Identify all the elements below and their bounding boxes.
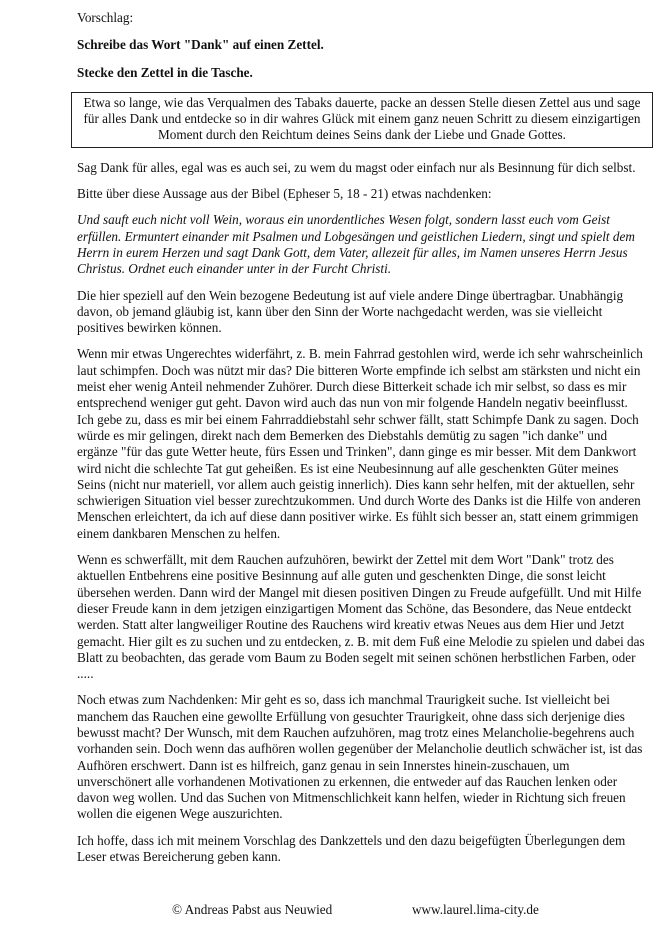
footer-website-link[interactable]: www.laurel.lima-city.de	[412, 902, 539, 917]
footer-author-block	[172, 902, 332, 918]
paragraph-bicycle: Wenn mir etwas Ungerechtes widerfährt, z. B. mein Fahrrad gestohlen wird, werde ich sehr wahrscheinlich laut schimpfen. Doch was nützt mir das? Die bitteren Worte empfinde ich selbst am stärksten und nicht ein meist eher wenig Anteil nehmender Zuhörer. Durch diese Bitterkeit schade ich mir selbst, so dass es mir entsprechend weniger gut geht. Davon wird auch das nun von mir folgende Handeln negativ beeinflusst. Ich gebe zu, dass es mir bei einem Fahrraddiebstahl sehr schwer fällt, statt Schimpfe Dank zu sagen. Doch würde es mir gelingen, direkt nach dem Bemerken des Diebstahls demütig zu sagen "ich danke" und ergänze "für das gute Wetter heute, fürs Essen und Trinken", dann ginge es mir besser. Mit dem Dankwort wird nicht die schlechte Tat gut geheißen. Es ist eine Neubesinnung auf alle geschenkten Güter meines Seins (nicht nur materiell, vor allem auch geistig innerlich). Dies kann sehr helfen, mit der aktuellen, sehr schwierigen Situation viel besser zurechtzukommen. Und durch Worte des Danks ist die Hilfe von anderen Menschen erleichtert, da ich auf diese dann positiver wirke. Es fühlt sich besser an, statt einem grimmigen einem dankbaren Menschen zu helfen.	[77, 346, 643, 541]
paragraph-smoking: Wenn es schwerfällt, mit dem Rauchen aufzuhören, bewirkt der Zettel mit dem Wort "Dank" trotz des aktuellen Entbehrens eine positive Besinnung auf alle guten und geschenkten Dinge, die sonst leicht übersehen werden. Dann wird der Mangel mit diesen positiven Dingen zu Freude aufgefüllt. Und mit Hilfe dieser Freude kann in dem jetzigen einzigartigen Moment das Schöne, das Besondere, das Neue entdeckt werden. Statt alter langweiliger Routine des Rauchens wird kreativ etwas Neues aus dem Hier und Jetzt gemacht. Hier gilt es zu suchen und zu entdecken, z. B. mit dem Fuß eine Melodie zu spielen und dabei das Blatt zu beobachten, das gerade vom Baum zu Boden segelt mit seinen schönen herbstlichen Farben, oder .....	[77, 552, 645, 682]
heading-line-2: Stecke den Zettel in die Tasche.	[77, 64, 253, 80]
paragraph-meaning: Die hier speziell auf den Wein bezogene Bedeutung ist auf viele andere Dinge übertragbar. Unabhängig davon, ob jemand gläubig ist, kann über den Sinn der Worte nachgedacht werden, was sie vielleicht positives bewirken können.	[77, 287, 624, 336]
heading-line-1: Schreibe das Wort "Dank" auf einen Zettel.	[77, 37, 324, 53]
document-body	[77, 10, 645, 875]
paragraph-bible-intro: Bitte über diese Aussage aus der Bibel (Epheser 5, 18 - 21) etwas nachdenken:	[77, 186, 492, 202]
heading-label: Vorschlag:	[77, 10, 134, 25]
footer-author: Andreas Pabst aus Neuwied	[184, 902, 333, 917]
copyright-symbol: ©	[172, 902, 183, 917]
bible-quote: Und sauft euch nicht voll Wein, woraus ein unordentliches Wesen folgt, sondern lasst euch vom Geist erfüllen. Ermuntert einander mit Psalmen und Lobgesängen und geistlichen Liedern, singt und spielt dem Herrn in eurem Herzen und sagt Dank Gott, dem Vater, allezeit für alles, im Namen unseres Herrn Jesus Christus. Ordnet euch einander unter in der Furcht Christi.	[77, 212, 635, 277]
boxed-suggestion: Etwa so lange, wie das Verqualmen des Tabaks dauerte, packe an dessen Stelle diesen Zettel aus und sage für alles Dank und entdecke so in dir wahres Glück mit einem ganz neuen Schritt zu diesem einzigartigen Moment durch den Reichtum deines Seins dank der Liebe und Gnade Gottes.	[71, 92, 653, 148]
paragraph-closing: Ich hoffe, dass ich mit meinem Vorschlag des Dankzettels und den dazu beigefügten Überlegungen dem Leser etwas Bereicherung geben kann.	[77, 832, 626, 865]
paragraph-sadness: Noch etwas zum Nachdenken: Mir geht es so, dass ich manchmal Traurigkeit suche. Ist vielleicht bei manchem das Rauchen eine gewollte Erfüllung von gesuchter Traurigkeit, ohne dass sich derjenige dies bewusst macht? Der Wunsch, mit dem Rauchen aufzuhören, mag trotz eines Melancholie-begehrens auch vorhanden sein. Doch wenn das aufhören wollen gegenüber der Melancholie deutlich schwächer ist, ist das Aufhören erschwert. Dann ist es hilfreich, ganz genau in sein Innerstes hinein-zuschauen, um unverschönert alle vorhandenen Motivationen zu erkennen, die entweder auf das Rauchen lenken oder davon weg wollen. Und das Suchen von Mitmenschlichkeit kann helfen, wieder in Richtung sich freuen wollen die eigenen Wege auszurichten.	[77, 692, 643, 822]
paragraph-gratitude: Sag Dank für alles, egal was es auch sei, zu wem du magst oder einfach nur als Besinnung für dich selbst.	[77, 159, 636, 175]
